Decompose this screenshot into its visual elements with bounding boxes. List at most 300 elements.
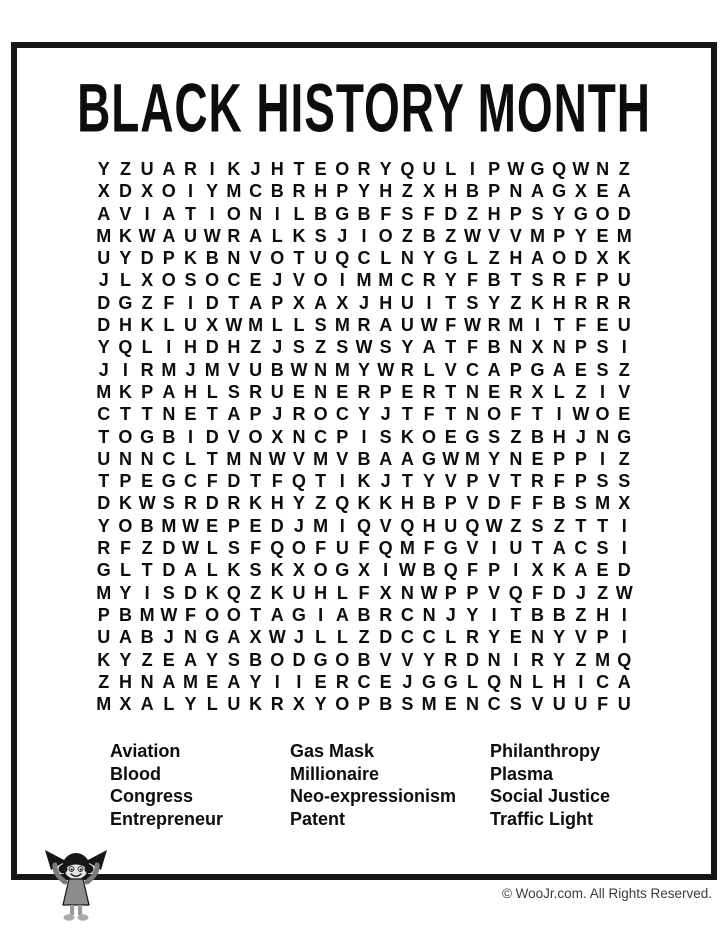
grid-letter: O [226,604,241,625]
grid-letter: H [379,292,393,313]
grid-letter: A [162,381,176,402]
grid-letter: X [249,627,262,648]
grid-letter: T [445,404,457,425]
grid-letter: A [487,359,501,380]
grid-letter: C [227,270,241,291]
grid-letter: O [378,225,393,246]
grid-letter: V [379,649,392,670]
grid-letter: G [617,426,632,447]
grid-letter: A [270,604,284,625]
grid-letter: X [292,292,305,313]
grid-letter: F [466,270,478,291]
grid-letter: W [138,493,156,514]
grid-letter: F [423,203,435,224]
grid-letter: N [140,671,154,692]
grid-letter: R [552,270,566,291]
grid-letter: T [401,404,413,425]
grid-letter: Y [423,471,436,492]
grid-letter: B [357,649,371,670]
grid-letter: V [379,515,392,536]
grid-letter: O [595,203,610,224]
grid-letter: U [509,538,523,559]
grid-letter: F [510,493,522,514]
grid-letter: L [271,225,283,246]
grid-letter: R [444,649,458,670]
grid-row [93,336,635,358]
grid-letter: X [141,181,154,202]
grid-letter: R [465,627,479,648]
grid-letter: G [335,203,350,224]
grid-letter: Y [97,159,110,179]
grid-letter: F [597,694,609,715]
grid-letter: V [466,493,479,514]
grid-letter: A [227,404,241,425]
grid-letter: O [313,560,328,581]
grid-letter: I [209,203,215,224]
grid-row [93,537,635,559]
grid-letter: T [510,270,522,291]
grid-letter: I [274,203,280,224]
grid-letter: B [162,426,176,447]
grid-letter: H [270,493,284,514]
grid-letter: Z [141,538,153,559]
grid-letter: M [313,448,329,469]
grid-letter: J [185,359,196,380]
grid-letter: T [293,248,305,269]
grid-letter: D [205,337,219,358]
grid-letter: N [140,448,154,469]
grid-letter: I [361,225,367,246]
grid-row [93,269,635,291]
grid-letter: S [292,337,305,358]
grid-letter: X [596,248,609,269]
grid-letter: D [97,292,111,313]
grid-letter: O [335,649,350,670]
grid-letter: X [292,694,305,715]
grid-letter: X [531,560,544,581]
grid-letter: L [315,627,327,648]
grid-letter: B [357,604,371,625]
grid-letter: G [552,181,567,202]
grid-letter: E [596,560,609,581]
grid-letter: X [336,292,349,313]
grid-row [93,180,635,202]
grid-letter: Y [488,627,501,648]
grid-letter: B [422,225,436,246]
grid-letter: C [400,604,414,625]
grid-letter: I [600,381,606,402]
grid-letter: S [618,471,631,492]
grid-letter: Y [119,248,132,269]
grid-letter: S [596,337,609,358]
grid-letter: B [140,627,154,648]
grid-letter: V [574,627,587,648]
grid-letter: F [466,560,478,581]
grid-letter: Y [119,649,132,670]
grid-letter: R [249,381,263,402]
grid-letter: B [487,270,501,291]
grid-letter: I [339,515,345,536]
grid-letter: P [509,203,522,224]
grid-letter: W [398,560,416,581]
grid-letter: V [509,225,522,246]
grid-letter: K [400,426,414,447]
grid-letter: H [422,515,436,536]
grid-letter: A [574,560,588,581]
grid-letter: A [552,538,566,559]
grid-letter: L [445,627,457,648]
grid-letter: D [97,315,111,336]
grid-letter: P [596,270,609,291]
grid-letter: A [335,604,349,625]
grid-letter: K [270,582,284,603]
grid-letter: P [141,381,154,402]
grid-letter: D [162,560,176,581]
grid-letter: Z [141,649,153,670]
grid-letter: I [339,270,345,291]
grid-letter: Y [357,359,370,380]
grid-letter: Y [206,181,219,202]
grid-letter: A [531,248,544,269]
grid-letter: P [444,493,457,514]
grid-row [93,515,635,537]
grid-letter: A [249,292,263,313]
grid-letter: G [443,538,458,559]
grid-letter: Z [315,493,327,514]
grid-letter: L [466,671,478,692]
grid-letter: P [271,292,284,313]
grid-letter: M [399,538,415,559]
grid-letter: A [140,694,154,715]
word-list-item: Blood [110,763,161,784]
grid-letter: D [227,471,241,492]
grid-letter: F [271,471,283,492]
grid-letter: O [161,181,176,202]
grid-letter: Q [443,560,458,581]
grid-letter: D [140,248,154,269]
grid-letter: O [335,694,350,715]
grid-letter: Y [423,649,436,670]
grid-letter: X [271,426,284,447]
grid-letter: F [532,493,543,514]
grid-letter: S [596,538,609,559]
grid-letter: Z [488,248,500,269]
grid-letter: N [400,582,414,603]
grid-letter: E [401,381,414,402]
word-list-item: Social Justice [490,786,611,806]
grid-letter: H [314,582,328,603]
grid-letter: V [119,203,132,224]
grid-letter: F [358,538,370,559]
grid-letter: T [228,292,240,313]
grid-letter: B [249,649,263,670]
grid-letter: B [422,560,436,581]
grid-letter: G [118,292,133,313]
grid-letter: U [184,315,197,336]
grid-letter: P [379,381,392,402]
grid-letter: T [119,404,131,425]
grid-letter: I [122,359,128,380]
grid-letter: U [552,694,566,715]
grid-letter: T [141,560,153,581]
grid-letter: E [596,315,609,336]
grid-letter: I [339,471,345,492]
grid-letter: M [226,448,242,469]
grid-letter: J [293,627,304,648]
grid-letter: Y [97,515,110,536]
grid-letter: U [617,315,631,336]
grid-letter: J [380,404,391,425]
grid-row [93,426,635,448]
grid-letter: B [140,515,154,536]
grid-letter: E [141,471,154,492]
grid-letter: F [466,337,478,358]
grid-letter: K [617,248,631,269]
grid-letter: F [445,315,457,336]
grid-row [93,559,635,581]
grid-letter: P [574,448,587,469]
grid-letter: M [161,515,177,536]
grid-letter: I [578,671,584,692]
grid-letter: Y [553,649,566,670]
grid-letter: D [205,493,219,514]
grid-letter: I [621,515,627,536]
grid-letter: Y [357,181,370,202]
grid-letter: D [552,582,566,603]
grid-letter: V [292,448,305,469]
word-list-item: Neo-expressionism [290,786,457,806]
grid-letter: W [268,448,286,469]
grid-letter: H [270,159,284,179]
grid-letter: M [421,694,437,715]
grid-letter: Z [575,604,587,625]
grid-letter: S [531,203,544,224]
grid-letter: R [270,694,284,715]
grid-letter: F [553,471,565,492]
grid-letter: I [187,426,193,447]
grid-letter: J [272,404,283,425]
grid-letter: O [205,604,220,625]
grid-letter: G [530,159,545,179]
grid-letter: K [270,560,284,581]
grid-row [93,359,635,381]
grid-letter: E [379,671,392,692]
grid-letter: I [621,627,627,648]
grid-letter: O [205,270,220,291]
grid-letter: N [596,426,610,447]
grid-letter: S [227,649,240,670]
grid-letter: F [510,404,522,425]
grid-letter: C [357,248,371,269]
grid-letter: N [465,381,479,402]
grid-letter: D [574,248,588,269]
grid-letter: K [97,649,111,670]
grid-letter: I [491,604,497,625]
grid-letter: M [508,315,524,336]
grid-letter: I [361,426,367,447]
grid-letter: K [184,248,197,269]
grid-row [93,470,635,492]
grid-letter: U [444,515,458,536]
grid-letter: V [618,381,631,402]
grid-letter: W [572,404,590,425]
grid-letter: B [118,604,132,625]
grid-letter: L [206,538,218,559]
grid-letter: H [184,381,197,402]
grid-letter: S [162,582,175,603]
grid-letter: H [184,337,197,358]
grid-row [93,403,635,425]
grid-letter: N [509,181,523,202]
grid-letter: C [314,426,328,447]
grid-letter: S [401,203,414,224]
grid-letter: M [183,671,198,692]
grid-letter: O [313,404,328,425]
grid-letter: U [249,359,263,380]
grid-letter: D [444,203,458,224]
grid-letter: A [162,225,176,246]
grid-letter: Y [357,404,370,425]
grid-letter: U [97,448,111,469]
grid-letter: W [355,337,373,358]
grid-letter: L [119,560,131,581]
grid-letter: K [531,292,544,313]
grid-letter: Q [335,493,350,514]
grid-letter: R [574,292,588,313]
grid-letter: T [401,471,413,492]
grid-letter: E [206,515,219,536]
grid-letter: A [531,181,544,202]
grid-letter: D [270,515,284,536]
word-list-item: Aviation [110,741,181,761]
grid-letter: D [205,426,219,447]
grid-letter: U [292,582,306,603]
grid-letter: S [596,359,609,380]
grid-row [93,381,635,403]
grid-letter: Y [444,270,457,291]
grid-letter: T [206,404,218,425]
grid-row [93,203,635,225]
grid-letter: B [357,203,371,224]
grid-letter: H [227,337,241,358]
grid-letter: W [268,627,286,648]
grid-row [93,314,635,336]
grid-letter: P [227,515,240,536]
grid-letter: T [141,404,153,425]
grid-letter: V [227,359,240,380]
grid-letter: R [357,381,371,402]
grid-letter: V [336,448,349,469]
grid-letter: G [161,471,176,492]
grid-letter: B [465,181,479,202]
grid-letter: A [249,225,263,246]
grid-letter: S [401,694,414,715]
grid-letter: X [206,315,219,336]
grid-letter: L [466,248,478,269]
grid-letter: P [119,471,132,492]
grid-letter: Y [466,604,479,625]
grid-letter: D [118,181,132,202]
grid-letter: G [313,649,328,670]
grid-letter: M [595,649,611,670]
grid-letter: P [466,582,479,603]
grid-letter: W [615,582,633,603]
grid-letter: G [422,671,437,692]
grid-letter: M [530,225,545,246]
grid-letter: S [162,493,175,514]
grid-letter: E [444,426,457,447]
grid-letter: F [380,203,392,224]
grid-letter: M [616,225,632,246]
grid-row [93,292,635,314]
grid-letter: F [358,582,370,603]
grid-letter: O [226,203,241,224]
grid-letter: L [206,694,218,715]
grid-letter: N [314,381,328,402]
grid-letter: I [621,538,627,559]
grid-letter: O [552,248,567,269]
grid-letter: U [400,292,414,313]
grid-letter: N [314,359,328,380]
grid-letter: C [162,448,176,469]
grid-letter: Z [618,359,630,380]
grid-letter: H [444,181,458,202]
grid-letter: F [423,538,435,559]
grid-letter: I [513,560,519,581]
grid-letter: E [292,381,305,402]
word-list [110,740,655,830]
grid-letter: Y [488,292,501,313]
grid-letter: O [335,159,350,179]
grid-letter: W [507,159,525,179]
grid-letter: S [596,471,609,492]
grid-letter: W [485,515,503,536]
grid-letter: H [552,292,566,313]
grid-letter: G [530,359,545,380]
grid-letter: G [140,426,155,447]
grid-letter: I [621,604,627,625]
grid-letter: Y [206,649,219,670]
grid-letter: L [380,248,392,269]
grid-letter: X [141,270,154,291]
grid-letter: P [596,627,609,648]
grid-letter: N [249,203,263,224]
grid-letter: S [379,426,392,447]
grid-letter: M [378,270,394,291]
grid-letter: D [617,203,631,224]
grid-letter: Y [249,671,262,692]
grid-letter: R [357,315,371,336]
grid-letter: D [205,292,219,313]
grid-letter: P [466,471,479,492]
grid-letter: Z [250,582,262,603]
grid-letter: R [227,493,241,514]
word-list-item: Millionaire [290,763,380,784]
grid-letter: E [162,649,175,670]
grid-letter: X [119,694,132,715]
grid-letter: Z [445,225,457,246]
grid-letter: J [575,582,586,603]
grid-letter: A [184,560,197,581]
grid-letter: L [336,627,348,648]
girl-mascot-illustration [42,844,110,926]
grid-letter: A [162,159,176,179]
grid-letter: I [318,604,324,625]
grid-letter: W [290,359,308,380]
grid-letter: K [357,493,371,514]
grid-letter: E [574,359,587,380]
grid-letter: H [118,315,132,336]
